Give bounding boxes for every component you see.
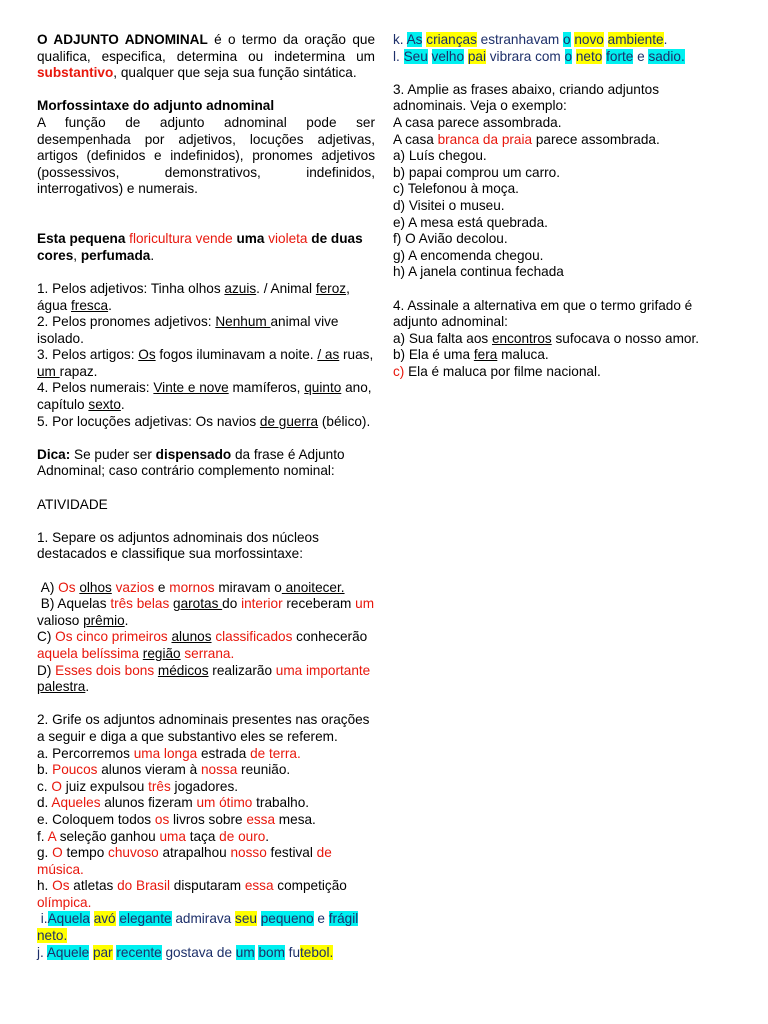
t: mornos xyxy=(169,579,215,595)
t: sexto xyxy=(88,397,121,413)
t: Seu xyxy=(403,48,428,64)
t: 3. Pelos artigos: xyxy=(37,347,139,363)
ex-part: floricultura vende xyxy=(125,231,237,247)
t: c. xyxy=(37,778,52,794)
q2-item xyxy=(37,762,375,779)
t: jogadores. xyxy=(170,778,239,794)
t: novo xyxy=(574,32,604,47)
q4-prompt: 4. Assinale a alternativa em que o termo grifado é adjunto adnominal: xyxy=(393,297,693,330)
t: uma longa xyxy=(133,745,198,761)
t: h. xyxy=(37,878,53,894)
t: interior xyxy=(241,596,283,612)
t: sadio. xyxy=(648,48,685,64)
right-column xyxy=(393,32,715,380)
t: vazios xyxy=(115,579,155,595)
q2-item-l xyxy=(393,49,715,66)
t: 5. Por locuções adjetivas: Os navios xyxy=(37,413,260,429)
t: admirava xyxy=(171,911,236,927)
t: quinto xyxy=(304,380,342,396)
ex-part: de duas cores xyxy=(37,231,363,263)
t: livros sobre xyxy=(169,811,247,827)
t: neto. xyxy=(37,928,68,944)
t: Os xyxy=(58,579,76,595)
t: forte xyxy=(606,48,634,64)
t: atletas xyxy=(69,878,118,894)
t: O xyxy=(52,845,63,861)
t: um xyxy=(235,944,255,960)
t: . xyxy=(108,297,112,313)
t: um xyxy=(355,596,375,612)
q4-option-a xyxy=(393,331,715,348)
q2-item xyxy=(37,795,375,812)
t: k. xyxy=(393,32,407,47)
q2-item-k xyxy=(393,32,715,49)
intro-text: é o termo da oração que qualifica, especifica, determina ou indetermina um xyxy=(37,32,375,64)
t: e. Coloquem todos xyxy=(37,811,155,827)
t: de ouro xyxy=(219,828,266,844)
t: alunos xyxy=(171,629,212,645)
t: . xyxy=(124,612,129,628)
t: gostava de xyxy=(161,944,236,960)
t: . xyxy=(85,679,90,695)
q4-option-b xyxy=(393,347,715,364)
t: avó xyxy=(93,911,116,927)
t: seleção ganhou xyxy=(55,828,160,844)
t: de terra. xyxy=(250,745,301,761)
q3-item: f) O Avião decolou. xyxy=(393,231,508,247)
t: A) xyxy=(40,579,59,595)
q2-item xyxy=(37,779,375,796)
t: festival xyxy=(266,845,317,861)
ex-part: . xyxy=(150,247,155,263)
t: realizarão xyxy=(208,662,276,678)
t: / as xyxy=(317,347,340,363)
t: Os xyxy=(138,347,156,363)
t: neto xyxy=(575,48,603,64)
q2-item xyxy=(37,878,375,911)
q3-item: b) papai comprou um carro. xyxy=(393,164,560,180)
t: e xyxy=(154,579,170,595)
q2-prompt: 2. Grife os adjuntos adnominais presentes nas orações a seguir e diga a que substantivo eles se referem. xyxy=(37,712,370,744)
morfo-body: A função de adjunto adnominal pode ser desempenhada por adjetivos, locuções adjetivas, artigos (definidos e indefinidos), pronomes adjetivos (possessivos, demonstrativos, indefinidos, interrogativos) e numerais. xyxy=(37,114,375,197)
t: disputaram xyxy=(170,878,245,894)
q1-item-a xyxy=(37,580,375,597)
intro-paragraph xyxy=(37,32,375,82)
t: A casa xyxy=(393,131,438,147)
t: garotas xyxy=(173,596,223,612)
t: um xyxy=(37,363,60,379)
t: recente xyxy=(116,944,162,960)
t: tebol. xyxy=(300,944,334,960)
t: elegante xyxy=(119,911,172,927)
q3-item: e) A mesa está quebrada. xyxy=(393,214,548,230)
t: rapaz. xyxy=(59,363,98,379)
t: Os cinco primeiros xyxy=(55,629,168,645)
t: frágil xyxy=(328,911,359,927)
t: o xyxy=(564,48,573,64)
q4-option-c xyxy=(393,364,715,381)
t: crianças xyxy=(426,32,477,47)
q3-example: A casa parece assombrada. xyxy=(393,114,562,130)
q3-item: g) A encomenda chegou. xyxy=(393,247,544,263)
t: miravam o xyxy=(214,579,282,595)
t: atrapalhou xyxy=(158,845,231,861)
t: fresca xyxy=(71,297,109,313)
t: região xyxy=(142,645,181,661)
t: anoitecer. xyxy=(281,579,345,595)
t: prêmio xyxy=(83,612,125,628)
intro-subst: substantivo xyxy=(37,65,114,81)
q2-item-highlighted xyxy=(37,945,375,962)
t: dispensado xyxy=(155,446,232,462)
t: olhos xyxy=(79,579,112,595)
t: receberam xyxy=(282,596,356,612)
ex-part: violeta xyxy=(264,231,312,247)
t: trabalho. xyxy=(252,795,310,811)
q1-item-b xyxy=(37,596,375,629)
t: 2. Pelos pronomes adjetivos: xyxy=(37,314,216,330)
t: estranhavam xyxy=(476,32,564,47)
q3-prompt: 3. Amplie as frases abaixo, criando adjuntos adnominais. Veja o exemplo: xyxy=(393,81,659,114)
left-column xyxy=(37,32,375,961)
t: . / Animal xyxy=(256,280,316,296)
t: o xyxy=(563,32,571,47)
t: os xyxy=(154,811,170,827)
ex-part: uma xyxy=(236,231,265,247)
list1-item xyxy=(37,281,375,314)
t: fera xyxy=(473,347,498,363)
t: l. xyxy=(393,48,404,64)
q1-prompt: 1. Separe os adjuntos adnominais dos núcleos destacados e classifique sua morfossintaxe: xyxy=(37,529,319,562)
dica-paragraph xyxy=(37,447,375,480)
t: mesa. xyxy=(275,811,316,827)
q2-item xyxy=(37,746,375,763)
t: encontros xyxy=(492,330,552,346)
t: alunos fizeram xyxy=(100,795,197,811)
t: de guerra xyxy=(259,413,319,429)
q3-item: a) Luís chegou. xyxy=(393,148,487,164)
t: aquela belíssima xyxy=(37,645,140,661)
dica-label: Dica: xyxy=(37,446,71,462)
t: estrada xyxy=(197,745,251,761)
t: do xyxy=(222,596,238,612)
t: f. xyxy=(37,828,48,844)
t: valioso xyxy=(37,612,84,628)
t: sufocava o nosso amor. xyxy=(551,330,700,346)
t: palestra xyxy=(37,679,86,695)
t: fu xyxy=(284,944,301,960)
t: fogos iluminavam a noite. xyxy=(155,347,318,363)
t: classificados xyxy=(215,629,293,645)
t: B) Aquelas xyxy=(40,596,111,612)
t: Vinte e nove xyxy=(153,380,229,396)
q3-example-expanded xyxy=(393,132,715,149)
q3-item: d) Visitei o museu. xyxy=(393,197,505,213)
ex-part: , xyxy=(73,247,81,263)
q1-item-c xyxy=(37,629,375,662)
t: Nenhum xyxy=(215,314,271,330)
t: médicos xyxy=(157,662,209,678)
t: azuis xyxy=(224,280,257,296)
t: de música. xyxy=(37,845,332,877)
t: tempo xyxy=(62,845,109,861)
t: competição xyxy=(273,878,347,894)
t: C) xyxy=(37,629,56,645)
t: Ela é maluca por filme nacional. xyxy=(404,363,601,379)
t: Aqueles xyxy=(51,795,101,811)
t: j. xyxy=(37,944,47,960)
atividade-heading: ATIVIDADE xyxy=(37,496,108,512)
t: , água xyxy=(37,280,350,313)
t: Se puder ser xyxy=(70,446,156,462)
t: Esses dois bons xyxy=(55,662,155,678)
t: juiz expulsou xyxy=(61,778,149,794)
t: . xyxy=(663,32,668,47)
t: i. xyxy=(40,911,48,927)
q3-item: h) A janela continua fechada xyxy=(393,264,564,280)
t: três belas xyxy=(110,596,170,612)
t: pai xyxy=(467,48,486,64)
t: nosso xyxy=(230,845,267,861)
t: Os xyxy=(52,878,70,894)
t: chuvoso xyxy=(108,845,159,861)
t: Poucos xyxy=(52,762,98,778)
t: pequeno xyxy=(260,911,314,927)
q1-item-d xyxy=(37,663,375,696)
t: seu xyxy=(235,911,257,927)
q2-item xyxy=(37,812,375,829)
t: ambiente xyxy=(607,32,664,47)
t: nossa xyxy=(200,762,238,778)
t: Aquele xyxy=(46,944,90,960)
t: As xyxy=(406,32,423,47)
t: velho xyxy=(431,48,465,64)
t: uma importante xyxy=(275,662,371,678)
t: serrana. xyxy=(184,645,235,661)
list1-item xyxy=(37,380,375,413)
t: a) Sua falta aos xyxy=(393,330,492,346)
t xyxy=(428,49,432,64)
example-sentence xyxy=(37,231,375,264)
t: . xyxy=(265,828,270,844)
t: b. xyxy=(37,762,53,778)
t: c) xyxy=(393,363,405,379)
t: Aquela xyxy=(47,911,90,927)
t: ano, capítulo xyxy=(37,380,372,413)
t: A xyxy=(47,828,56,844)
q2-item-highlighted xyxy=(37,911,375,944)
t: bom xyxy=(258,944,285,960)
t: g. xyxy=(37,845,53,861)
t: e xyxy=(313,911,329,927)
ex-part: perfumada xyxy=(80,247,151,263)
t: uma xyxy=(159,828,186,844)
t: um ótimo xyxy=(196,795,253,811)
t: b) Ela é uma xyxy=(393,347,474,363)
t: (bélico). xyxy=(318,413,371,429)
t: essa xyxy=(244,878,274,894)
intro-text-end: , qualquer que seja sua função sintática. xyxy=(113,65,357,81)
t: mamíferos, xyxy=(228,380,305,396)
t: do Brasil xyxy=(117,878,170,894)
t: ruas, xyxy=(339,347,374,363)
t: feroz xyxy=(315,280,347,296)
t: conhecerão xyxy=(292,629,368,645)
t: 4. Pelos numerais: xyxy=(37,380,154,396)
t: D) xyxy=(37,662,56,678)
ex-part: Esta pequena xyxy=(37,231,126,247)
t: alunos vieram à xyxy=(97,762,201,778)
t: taça xyxy=(185,828,220,844)
t: três xyxy=(148,778,171,794)
t: . xyxy=(120,397,125,413)
q2-item xyxy=(37,845,375,878)
q3-item: c) Telefonou à moça. xyxy=(393,181,519,197)
t: da frase é Adjunto Adnominal; caso contrário complemento nominal: xyxy=(37,446,345,479)
t: a. Percorremos xyxy=(37,745,134,761)
t: maluca. xyxy=(497,347,549,363)
t: O xyxy=(51,778,62,794)
t: e xyxy=(633,48,649,64)
q2-item xyxy=(37,829,375,846)
morfo-heading: Morfossintaxe do adjunto adnominal xyxy=(37,98,275,114)
list1-item xyxy=(37,414,375,431)
t: d. xyxy=(37,795,52,811)
t: 1. Pelos adjetivos: Tinha olhos xyxy=(37,280,225,296)
t: branca da praia xyxy=(437,131,533,147)
t: vibrara com xyxy=(485,48,565,64)
t: essa xyxy=(246,811,276,827)
list1-item xyxy=(37,314,375,347)
t: parece assombrada. xyxy=(532,131,660,147)
t: reunião. xyxy=(237,762,291,778)
t: par xyxy=(92,944,113,960)
list1-item xyxy=(37,347,375,380)
t: olímpica. xyxy=(37,894,92,910)
t: animal vive isolado. xyxy=(37,314,339,346)
intro-term: O ADJUNTO ADNOMINAL xyxy=(37,32,208,47)
